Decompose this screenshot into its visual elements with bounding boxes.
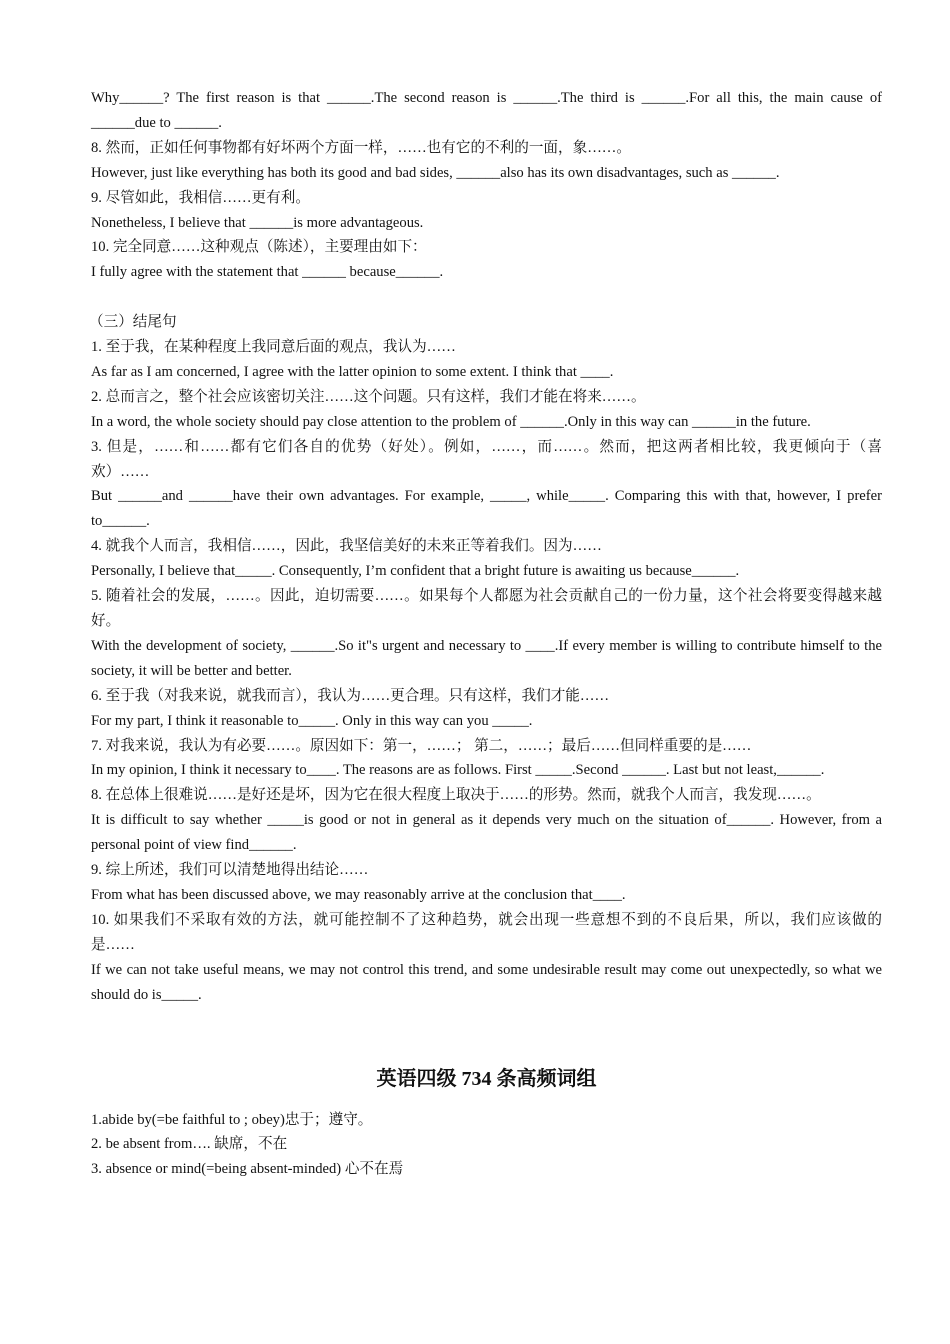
- text-line: If we can not take useful means, we may not control this trend, and some undesirable result may come out unexpectedly, so what we should do is_____.: [91, 961, 882, 1003]
- text-line: 10. 如果我们不采取有效的方法，就可能控制不了这种趋势，就会出现一些意想不到的不良后果，所以，我们应该做的是……: [91, 911, 882, 953]
- text-line: Why______? The first reason is that ______.The second reason is ______.The third is ______.For all this, the main cause of ______due to ______.: [91, 90, 882, 131]
- spacer: [91, 285, 882, 310]
- text-line: Nonetheless, I believe that ______is more advantageous.: [91, 214, 424, 231]
- text-line: 3. 但是，……和……都有它们各自的优势（好处）。例如，……，而……。然而，把这两者相比较，我更倾向于（喜欢）……: [91, 438, 882, 480]
- vocab-list: [91, 1108, 882, 1183]
- text-line: 9. 综上所述，我们可以清楚地得出结论……: [91, 862, 369, 879]
- opening-lines: [91, 86, 882, 285]
- vocab-title: [91, 1064, 882, 1094]
- text-line: 1. 至于我，在某种程度上我同意后面的观点，我认为……: [91, 339, 456, 356]
- text-line: Personally, I believe that_____. Consequently, I’m confident that a bright future is awaiting us because______.: [91, 563, 740, 580]
- text-line: However, just like everything has both its good and bad sides, ______also has its own disadvantages, such as ______.: [91, 164, 780, 181]
- text-line: I fully agree with the statement that ______ because______.: [91, 264, 444, 281]
- text-line: From what has been discussed above, we may reasonably arrive at the conclusion that____.: [91, 886, 626, 903]
- text-line: 9. 尽管如此，我相信……更有利。: [91, 189, 310, 206]
- section-heading: （三）结尾句: [89, 314, 177, 331]
- text-line: 4. 就我个人而言，我相信……，因此，我坚信美好的未来正等着我们。因为……: [91, 538, 602, 555]
- vocab-item: 3. absence or mind(=being absent-minded) 心不在焉: [91, 1161, 404, 1178]
- text-line: In a word, the whole society should pay close attention to the problem of ______.Only in this way can ______in the future.: [91, 413, 811, 430]
- text-line: It is difficult to say whether _____is good or not in general as it depends very much on the situation of______. However, from a personal point of view find______.: [91, 812, 882, 854]
- text-line: But ______and ______have their own advantages. For example, _____, while_____. Comparing this with that, however, I prefer to______.: [91, 488, 882, 530]
- document-body: [91, 86, 882, 1182]
- vocab-title-suffix: 条高频词组: [491, 1067, 597, 1090]
- text-line: As far as I am concerned, I agree with the latter opinion to some extent. I think that ____.: [91, 363, 614, 380]
- text-line: 10. 完全同意……这种观点（陈述），主要理由如下：: [91, 239, 427, 256]
- text-line: For my part, I think it reasonable to_____. Only in this way can you _____.: [91, 712, 533, 729]
- vocab-title-prefix: 英语四级: [376, 1067, 462, 1090]
- vocab-item: 2. be absent from…. 缺席，不在: [91, 1136, 288, 1153]
- ending-lines: [91, 335, 882, 1007]
- text-line: 6. 至于我（对我来说，就我而言），我认为……更合理。只有这样，我们才能……: [91, 687, 610, 704]
- text-line: 8. 然而，正如任何事物都有好坏两个方面一样，……也有它的不利的一面，象……。: [91, 139, 631, 156]
- text-line: 8. 在总体上很难说……是好还是坏，因为它在很大程度上取决于……的形势。然而，就我个人而言，我发现……。: [91, 787, 821, 804]
- text-line: With the development of society, ______.So it"s urgent and necessary to ____.If every member is willing to contribute himself to the society, it will be better and better.: [91, 637, 882, 679]
- text-line: In my opinion, I think it necessary to____. The reasons are as follows. First _____.Second ______. Last but not least,______.: [91, 762, 825, 779]
- text-line: 7. 对我来说，我认为有必要……。原因如下：第一，……； 第二，……；最后……但同样重要的是……: [91, 737, 752, 754]
- vocab-title-number: 734: [461, 1067, 492, 1090]
- vocab-item: 1.abide by(=be faithful to ; obey)忠于；遵守。: [91, 1111, 373, 1128]
- text-line: 2. 总而言之，整个社会应该密切关注……这个问题。只有这样，我们才能在将来……。: [91, 388, 646, 405]
- text-line: 5. 随着社会的发展，……。因此，迫切需要……。如果每个人都愿为社会贡献自己的一份力量，这个社会将要变得越来越好。: [91, 588, 882, 630]
